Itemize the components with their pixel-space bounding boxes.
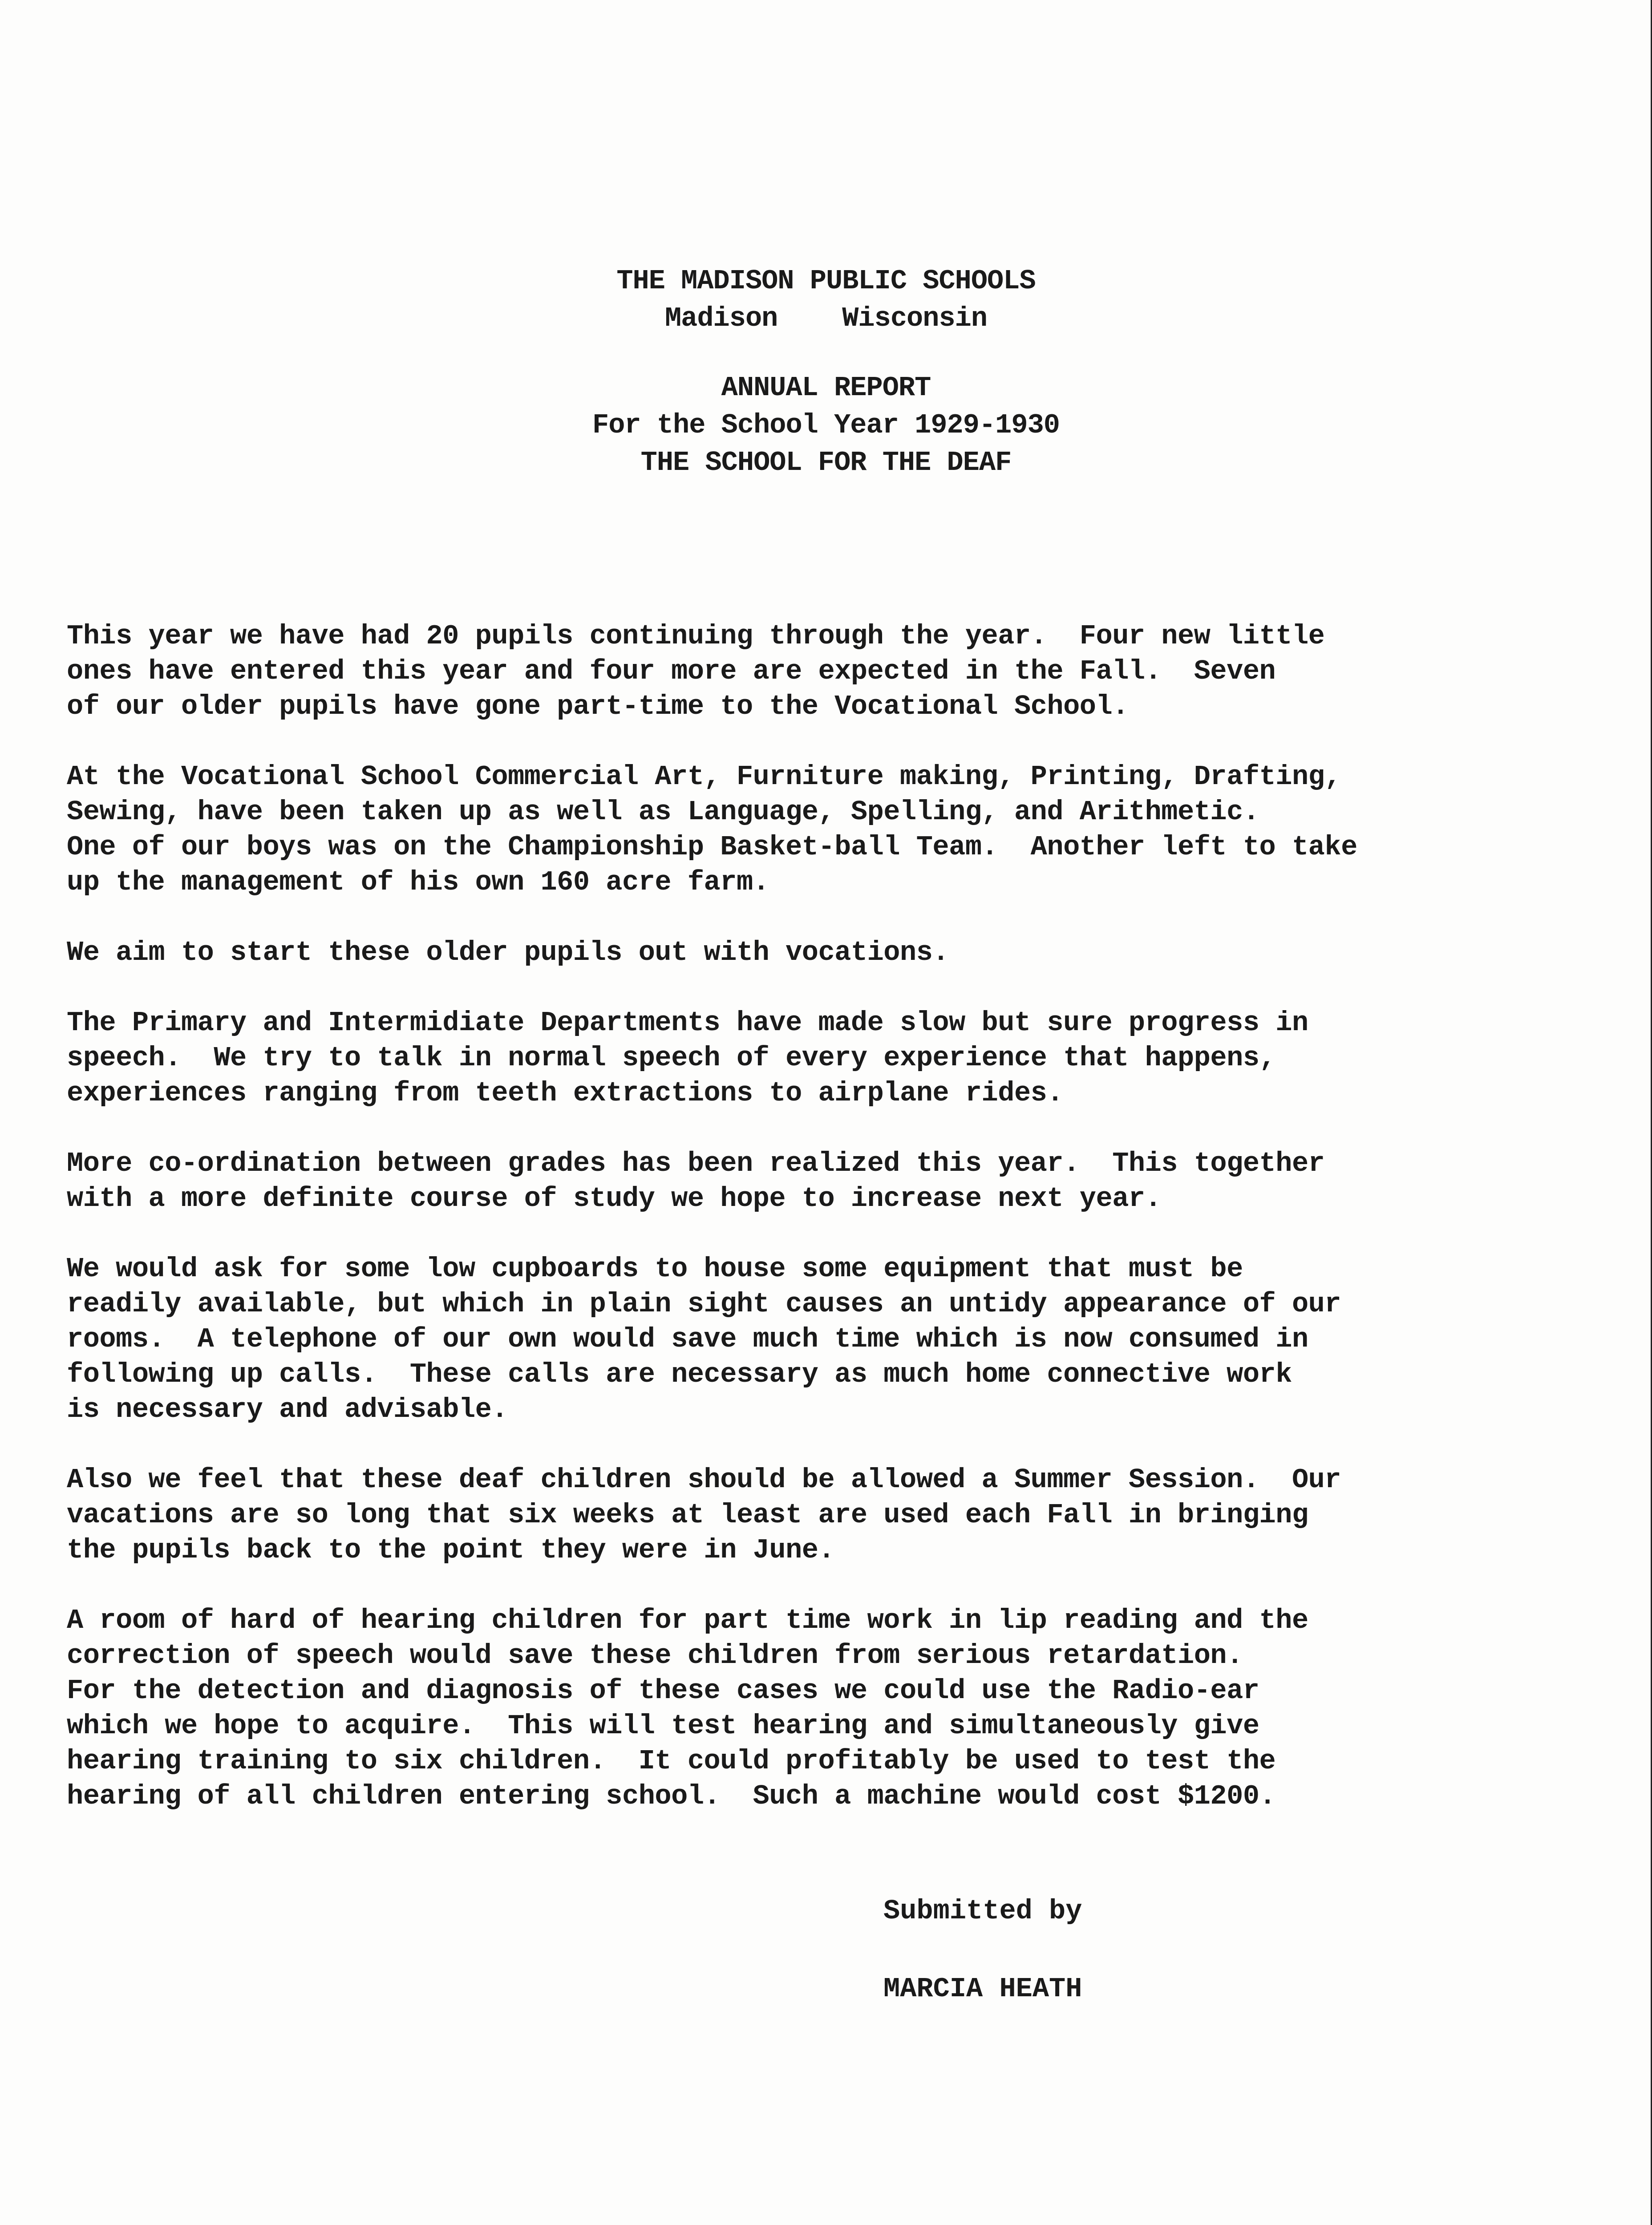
school-name: THE SCHOOL FOR THE DEAF [640, 447, 1012, 478]
letterhead [0, 263, 1652, 337]
author-name: MARCIA HEATH [883, 1973, 1082, 2005]
text-line: ones have entered this year and four more are expected in the Fall. Seven [67, 655, 1276, 687]
submitted-by-label: Submitted by [883, 1895, 1082, 1927]
text-line: which we hope to acquire. This will test hearing and simultaneously give [67, 1710, 1259, 1742]
text-line: hearing of all children entering school. Such a machine would cost $1200. [67, 1780, 1276, 1812]
paragraph-enrollment [67, 619, 1580, 724]
text-line: One of our boys was on the Championship Basket-ball Team. Another left to take [67, 831, 1357, 863]
text-line: vacations are so long that six weeks at least are used each Fall in bringing [67, 1499, 1308, 1531]
text-line: the pupils back to the point they were in June. [67, 1534, 835, 1566]
text-line: correction of speech would save these children from serious retardation. [67, 1640, 1243, 1671]
text-line: rooms. A telephone of our own would save much time which is now consumed in [67, 1323, 1308, 1355]
text-line: For the detection and diagnosis of these cases we could use the Radio-ear [67, 1675, 1259, 1707]
organization-location: Madison Wisconsin [664, 303, 988, 334]
text-line: We aim to start these older pupils out with vocations. [67, 937, 949, 968]
text-line: A room of hard of hearing children for part time work in lip reading and the [67, 1605, 1308, 1636]
text-line: with a more definite course of study we hope to increase next year. [67, 1183, 1162, 1214]
text-line: of our older pupils have gone part-time to the Vocational School. [67, 691, 1129, 722]
text-line: Also we feel that these deaf children should be allowed a Summer Session. Our [67, 1464, 1341, 1496]
text-line: This year we have had 20 pupils continuing through the year. Four new little [67, 620, 1325, 652]
report-title: ANNUAL REPORT [721, 372, 931, 404]
text-line: The Primary and Intermidiate Departments have made slow but sure progress in [67, 1007, 1308, 1039]
paragraph-speech-progress [67, 1005, 1580, 1111]
text-line: following up calls. These calls are necessary as much home connective work [67, 1359, 1292, 1390]
report-body [67, 619, 1580, 1849]
paragraph-hard-of-hearing [67, 1603, 1580, 1814]
text-line: experiences ranging from teeth extractions to airplane rides. [67, 1077, 1064, 1109]
paragraph-coordination [67, 1146, 1580, 1216]
text-line: At the Vocational School Commercial Art, Furniture making, Printing, Drafting, [67, 761, 1341, 793]
paragraph-aim [67, 935, 1580, 970]
organization-name: THE MADISON PUBLIC SCHOOLS [616, 265, 1036, 297]
text-line: More co-ordination between grades has been realized this year. This together [67, 1148, 1325, 1179]
paragraph-summer-session [67, 1462, 1580, 1568]
text-line: speech. We try to talk in normal speech of every experience that happens, [67, 1042, 1276, 1074]
text-line: is necessary and advisable. [67, 1394, 508, 1425]
text-line: hearing training to six children. It could profitably be used to test the [67, 1745, 1276, 1777]
text-line: We would ask for some low cupboards to house some equipment that must be [67, 1253, 1243, 1285]
text-line: Sewing, have been taken up as well as Language, Spelling, and Arithmetic. [67, 796, 1259, 828]
paragraph-equipment-requests [67, 1251, 1580, 1427]
school-year: For the School Year 1929-1930 [592, 409, 1060, 441]
report-heading [0, 369, 1652, 481]
text-line: readily available, but which in plain sight causes an untidy appearance of our [67, 1288, 1341, 1320]
text-line: up the management of his own 160 acre farm. [67, 866, 769, 898]
paragraph-vocational [67, 759, 1580, 900]
